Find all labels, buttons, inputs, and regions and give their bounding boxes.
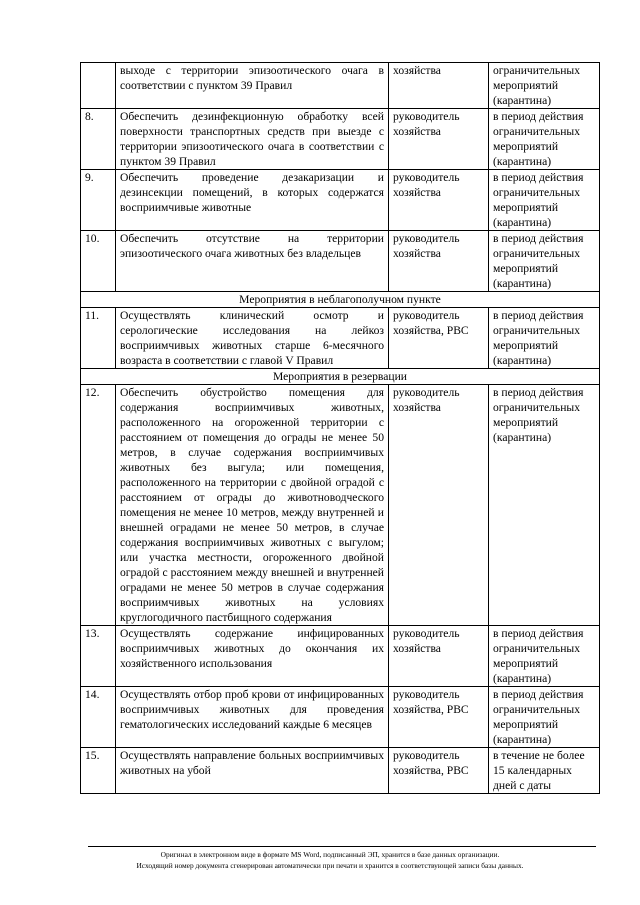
deadline-text: ограничительных мероприятий (карантина) [489,63,600,109]
measure-text: Обеспечить проведение дезакаризации и дезинсекции помещений, в которых содержатся восприимчивые животные [116,170,389,231]
measure-text: Осуществлять отбор проб крови от инфицированных восприимчивых животных для проведения гематологических исследований каждые 6 месяцев [116,687,389,748]
deadline-text: в течение не более 15 календарных дней с даты [489,748,600,794]
section-header-row [81,369,600,385]
measure-text: Осуществлять клинический осмотр и серологические исследования на лейкоз восприимчивых животных старше 6-месячного возраста в соответствии с главой V Правил [116,308,389,369]
deadline-text: в период действия ограничительных мероприятий (карантина) [489,385,600,626]
deadline-text: в период действия ограничительных мероприятий (карантина) [489,626,600,687]
section-header-row [81,292,600,308]
row-number: 9. [81,170,116,231]
footer-note [60,850,600,871]
table-row [81,626,600,687]
deadline-text: в период действия ограничительных мероприятий (карантина) [489,308,600,369]
table-row [81,109,600,170]
responsible-party: хозяйства [389,63,489,109]
table-row [81,385,600,626]
table-row [81,687,600,748]
section-title: Мероприятия в резервации [81,369,600,385]
deadline-text: в период действия ограничительных мероприятий (карантина) [489,170,600,231]
footer-line-1: Оригинал в электронном виде в формате MS Word, подписанный ЭП, хранится в базе данных организации. [160,850,500,859]
responsible-party: руководитель хозяйства [389,170,489,231]
row-number: 14. [81,687,116,748]
measures-table [80,62,600,794]
row-number: 8. [81,109,116,170]
deadline-text: в период действия ограничительных мероприятий (карантина) [489,231,600,292]
row-number: 13. [81,626,116,687]
row-number: 15. [81,748,116,794]
row-number: 11. [81,308,116,369]
measure-text: Обеспечить обустройство помещения для содержания восприимчивых животных, расположенного на огороженной территории с расстоянием от помещения до ограды не менее 50 метров, в случае содержания восприимчивых животных без выгула; или помещения, расположенного на территории с двойной оградой с расстоянием от ограды до животноводческого помещения не менее 10 метров, между внутренней и внешней оградами не менее 50 метров, в случае содержания восприимчивых животных с выгулом; или участка местности, огороженного двойной оградой с расстоянием между внешней и внутренней оградами не менее 50 метров в случае содержания восприимчивых животных на условиях круглогодичного пастбищного содержания [116,385,389,626]
responsible-party: руководитель хозяйства, РВС [389,308,489,369]
section-title: Мероприятия в неблагополучном пункте [81,292,600,308]
responsible-party: руководитель хозяйства, РВС [389,687,489,748]
footer-divider [88,846,596,847]
measure-text: Осуществлять направление больных восприимчивых животных на убой [116,748,389,794]
table-row [81,170,600,231]
table-row [81,63,600,109]
deadline-text: в период действия ограничительных мероприятий (карантина) [489,687,600,748]
footer-line-2: Исходящий номер документа сгенерирован автоматически при печати и хранится в соответствующей записи базы данных. [136,860,524,870]
deadline-text: в период действия ограничительных мероприятий (карантина) [489,109,600,170]
row-number: 10. [81,231,116,292]
row-number [81,63,116,109]
responsible-party: руководитель хозяйства, РВС [389,748,489,794]
responsible-party: руководитель хозяйства [389,109,489,170]
measure-text: выходе с территории эпизоотического очага в соответствии с пунктом 39 Правил [116,63,389,109]
row-number: 12. [81,385,116,626]
measure-text: Обеспечить отсутствие на территории эпизоотического очага животных без владельцев [116,231,389,292]
measure-text: Осуществлять содержание инфицированных восприимчивых животных до окончания их хозяйственного использования [116,626,389,687]
responsible-party: руководитель хозяйства [389,231,489,292]
responsible-party: руководитель хозяйства [389,385,489,626]
table-row [81,748,600,794]
measure-text: Обеспечить дезинфекционную обработку всей поверхности транспортных средств при выезде с территории эпизоотического очага в соответствии с пунктом 39 Правил [116,109,389,170]
responsible-party: руководитель хозяйства [389,626,489,687]
table-row [81,308,600,369]
table-row [81,231,600,292]
